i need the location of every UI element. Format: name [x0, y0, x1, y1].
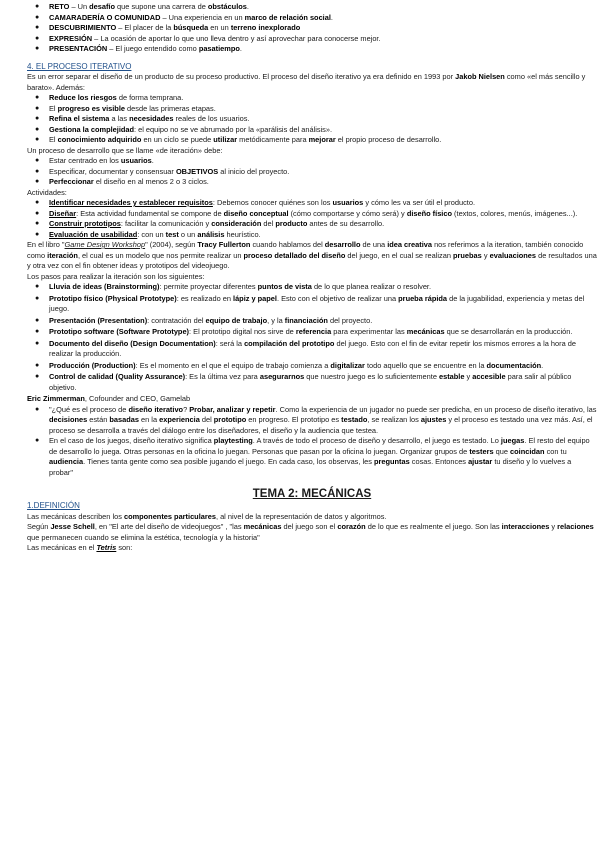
text-run: el diseño en al menos 2 o 3 ciclos. — [93, 177, 209, 186]
bold-term: coincidan — [510, 446, 545, 456]
text-run: Estar centrado en los — [49, 156, 121, 165]
text-run: como «el más sencillo y barato». Además: — [27, 72, 586, 92]
quote-author — [27, 394, 597, 405]
text-run: del juego son el — [281, 522, 338, 531]
bold-term: interacciones — [501, 522, 550, 531]
list-item — [49, 294, 597, 315]
paragraph: Actividades: — [27, 187, 67, 197]
list-item — [49, 230, 597, 241]
section-heading: 1.DEFINICIÓN — [27, 501, 80, 510]
paragraph: Un proceso de desarrollo que se llame «de iteración» debe: — [27, 145, 223, 155]
bold-term: lápiz y papel — [233, 293, 277, 303]
bold-term: Producción (Production) — [49, 360, 136, 370]
bold-term: proceso detallado del diseño — [243, 250, 346, 260]
bold-term: mecánicas — [243, 522, 282, 531]
text-run: desde las primeras etapas. — [125, 103, 216, 113]
bold-term: diseño físico — [406, 208, 452, 218]
text-run: Especificar, documentar y consensuar — [49, 166, 176, 176]
bold-term: diseño iterativo — [128, 404, 184, 414]
text-run: en la — [138, 415, 160, 424]
bold-term: PRESENTACIÓN — [49, 44, 108, 53]
bold-term: mecánicas — [406, 327, 445, 336]
text-run: . — [239, 44, 242, 53]
text-run: , Cofounder and CEO, Gamelab — [84, 394, 191, 403]
text-run: para experimentar las — [331, 327, 407, 336]
list-item — [49, 316, 597, 327]
text-run: ? — [183, 404, 190, 414]
text-run: : con un — [137, 229, 166, 239]
text-run: del — [199, 415, 214, 424]
bold-term: CAMARADERÍA O COMUNIDAD — [49, 12, 161, 22]
text-run: el propio proceso de desarrollo. — [335, 135, 442, 144]
text-run: En el libro " — [27, 240, 65, 249]
bold-term: asegurarnos — [259, 372, 305, 381]
text-run: : es realizado en — [176, 293, 234, 303]
text-run: . Como la experiencia de un jugador no puede ser predicha, en un proceso de diseño iterativo, las — [275, 404, 597, 414]
text-run: El — [49, 103, 58, 113]
activities-list — [27, 198, 597, 240]
bold-term: estable — [438, 372, 465, 381]
text-run: . — [541, 360, 544, 370]
bold-term: evaluaciones — [489, 250, 537, 260]
text-run: y cómo les va ser útil el producto. — [363, 198, 476, 207]
bold-term: prueba rápida — [398, 293, 448, 303]
text-run: , en "El arte del diseño de videojuegos" , "las — [94, 522, 244, 531]
bold-term: Probar, analizar y repetir — [189, 404, 276, 414]
bold-term: referencia — [295, 327, 332, 336]
text-run: : será la — [215, 338, 245, 348]
text-run: – La ocasión de aportar lo que uno lleva dentro y así aprovechar para conocerse mejor. — [92, 33, 381, 43]
book-title: Game Design Workshop — [64, 240, 146, 249]
text-run: del juego, en el cual se realizan — [345, 250, 454, 260]
text-run: con tu — [544, 446, 567, 456]
text-run: (textos, colores, menús, imágenes...). — [452, 208, 578, 218]
text-run: en un ciclo se puede — [141, 135, 214, 144]
bold-term: DESCUBRIMIENTO — [49, 23, 117, 32]
list-item — [49, 135, 597, 146]
text-run: : El prototipo digital nos sirve de — [189, 327, 296, 336]
text-run: : facilitar la comunicación y — [120, 219, 212, 228]
list-item — [49, 219, 597, 230]
bold-term: Control de calidad (Quality Assurance) — [49, 372, 186, 381]
text-run: o un — [178, 229, 198, 239]
list-item — [49, 405, 597, 437]
bold-term: Prototipo software (Software Prototype) — [49, 327, 190, 336]
text-run: de lo que planea realizar o resolver. — [311, 282, 432, 291]
bold-term: diseño conceptual — [223, 208, 289, 218]
bold-term: Diseñar — [49, 208, 77, 218]
text-run: : el equipo no se ve abrumado por la «parálisis del análisis». — [134, 124, 333, 134]
text-run: cuando hablamos del — [250, 240, 325, 249]
text-run: nos referimos a la iteration, también conocido como — [27, 240, 584, 260]
text-run: y — [464, 372, 473, 381]
bold-term: utilizar — [213, 135, 238, 144]
bold-term: Jesse Schell — [50, 522, 95, 531]
bold-term: ajustes — [420, 415, 447, 424]
text-run: . — [246, 2, 249, 11]
text-run: están — [87, 415, 110, 424]
bold-term: Lluvia de ideas (Brainstorming) — [49, 282, 160, 291]
bold-term: audiencia — [49, 457, 84, 466]
bold-term: Refina el sistema — [49, 114, 110, 123]
text-run: – Un — [69, 2, 90, 11]
list-item — [49, 339, 597, 360]
bold-term: compilación del prototipo — [244, 338, 335, 348]
bold-term: conocimiento adquirido — [57, 135, 142, 144]
bold-term: desarrollo — [324, 240, 361, 249]
text-run: cosas. Entonces — [409, 457, 469, 466]
bold-term: playtesting — [213, 436, 253, 445]
text-run: . Tienes tanta gente como sea posible jugando el juego. En cada caso, los observas, les — [83, 457, 374, 466]
list-item — [49, 2, 597, 13]
text-run: "¿Qué es el proceso de — [49, 404, 129, 414]
bold-term: mejorar — [308, 135, 336, 144]
bold-term: consideración — [211, 219, 262, 228]
text-run: (cómo comportarse y cómo será) y — [288, 208, 407, 218]
text-run: de forma temprana. — [116, 93, 184, 102]
text-run: todo aquello que se encuentre en la — [364, 360, 487, 370]
iteration-steps-list — [27, 282, 597, 393]
list-item — [49, 209, 597, 220]
bold-term: pasatiempo — [198, 44, 240, 53]
text-run: Las mecánicas en el — [27, 543, 97, 552]
bold-term: basadas — [109, 415, 139, 424]
text-run: de lo que es realmente el juego. Son las — [365, 522, 502, 531]
text-run: Las mecánicas describen los — [27, 511, 124, 521]
text-run: , el cual es un modelo que nos permite realizar un — [77, 250, 244, 260]
bold-term: Prototipo físico (Physical Prototype) — [49, 293, 177, 303]
list-item — [49, 93, 597, 104]
bold-term: Eric Zimmerman — [27, 394, 85, 403]
text-run: . A través de todo el proceso de diseño y desarrollo, el juego es testado. Lo — [252, 436, 501, 445]
bold-term: decisiones — [49, 415, 88, 424]
text-run: : Es la última vez para — [185, 372, 260, 381]
text-run: – El placer de la — [116, 23, 174, 32]
text-run: y — [481, 250, 490, 260]
list-item — [49, 13, 597, 24]
list-item — [49, 114, 597, 125]
text-run: En el caso de los juegos, diseño iterativo significa — [49, 436, 214, 445]
bold-term: Tracy Fullerton — [197, 240, 251, 249]
text-run: al inicio del proyecto. — [218, 166, 290, 176]
text-run: : contratación del — [147, 315, 206, 325]
tetris-term: Tetris — [96, 543, 117, 552]
bold-term: obstáculos — [207, 2, 247, 11]
list-item — [49, 177, 597, 188]
list-item — [49, 327, 597, 338]
requirements-list — [27, 156, 597, 188]
text-run: en progreso. El prototipo es — [246, 415, 342, 424]
bold-term: testado — [341, 415, 368, 424]
bold-term: terreno inexplorado — [230, 23, 301, 32]
bold-term: búsqueda — [173, 23, 209, 32]
bold-term: puntos de vista — [257, 282, 312, 291]
list-item — [49, 282, 597, 293]
text-run: son: — [116, 543, 133, 552]
list-item — [49, 167, 597, 178]
text-run: " (2004), según — [145, 240, 198, 249]
bold-term: marco de relación social — [244, 12, 331, 22]
bold-term: Evaluación de usabilidad — [49, 229, 138, 239]
bold-term: producto — [275, 219, 308, 228]
bold-term: Reduce los riesgos — [49, 93, 117, 102]
text-run: para salir al público objetivo. — [49, 372, 572, 392]
text-run: – Una experiencia en un — [160, 12, 245, 22]
text-run: del juego. Esto con el fin de evitar repetir los mismos errores a la hora de realizar la producción. — [49, 338, 576, 358]
text-run: de resultados una y otra vez con el fin obtener ideas y prototipos del videojuego. — [27, 250, 597, 270]
bold-term: corazón — [337, 522, 366, 531]
bold-term: análisis — [197, 229, 225, 239]
text-run: de la jugabilidad, experiencia y metas del juego. — [49, 293, 585, 313]
bold-term: test — [165, 229, 179, 239]
text-run: : Esta actividad fundamental se compone de — [76, 208, 224, 218]
text-run: El — [49, 135, 58, 144]
paragraph — [27, 240, 597, 272]
bold-term: juegas — [500, 436, 525, 445]
bold-term: equipo de trabajo — [205, 315, 268, 325]
bold-term: documentación — [486, 360, 542, 370]
text-run: que se desarrollarán en la producción. — [444, 327, 573, 336]
bold-term: accesible — [472, 372, 506, 381]
bold-term: progreso es visible — [57, 103, 125, 113]
quote-list — [27, 405, 597, 479]
bold-term: Perfeccionar — [49, 177, 94, 186]
text-run: , se realizan los — [367, 415, 421, 424]
paragraph — [27, 543, 597, 554]
list-item — [49, 125, 597, 136]
bold-term: OBJETIVOS — [175, 166, 219, 176]
text-run: . — [151, 156, 154, 165]
list-item — [49, 104, 597, 115]
text-run: del proyecto. — [327, 315, 373, 325]
bold-term: preguntas — [373, 457, 410, 466]
text-run: . Esto con el objetivo de realizar una — [276, 293, 399, 303]
list-item — [49, 44, 597, 55]
section-heading: 4. EL PROCESO ITERATIVO — [27, 61, 132, 71]
text-run: en un — [208, 23, 231, 32]
benefits-list — [27, 93, 597, 146]
text-run: Según — [27, 522, 51, 531]
chapter-title: TEMA 2: MECÁNICAS — [252, 488, 372, 500]
paragraph — [27, 72, 597, 93]
bold-term: relaciones — [557, 522, 594, 531]
text-run: del — [261, 219, 276, 228]
bold-term: digitalizar — [330, 360, 365, 370]
bold-term: idea creativa — [387, 240, 433, 249]
text-run: y — [549, 522, 558, 531]
paragraph — [27, 512, 597, 523]
list-item — [49, 372, 597, 393]
text-run: a las — [109, 114, 130, 123]
text-run: , al nivel de la representación de datos y algoritmos. — [215, 511, 387, 521]
text-run: que permanecen cuando se elimina la estética, tecnología y la historia" — [27, 532, 260, 542]
text-run: , y la — [267, 315, 285, 325]
text-run: : permite proyectar diferentes — [159, 282, 258, 291]
text-run: – El juego entendido como — [107, 44, 199, 53]
text-run: que supone una carrera de — [115, 2, 208, 11]
bold-term: Jakob Nielsen — [455, 72, 505, 81]
experience-types-list — [27, 2, 597, 55]
bold-term: desafío — [89, 2, 115, 11]
text-run: y el proceso es testado una vez más. Así, el proceso se desarrolla a través del diálogo entre los diseñadores, el diseño y la audiencia que testea. — [49, 415, 593, 435]
text-run: . El resto del equipo de desarrollo lo juega. Otras personas en la oficina lo juegan. Personas que pasan por la oficina lo juegan. Organizar grupos de — [49, 436, 590, 456]
text-run: que — [493, 446, 511, 456]
bold-term: iteración — [47, 250, 78, 260]
list-item — [49, 198, 597, 209]
text-run: . — [330, 12, 333, 22]
bold-term: Documento del diseño (Design Documentation) — [49, 338, 216, 348]
paragraph — [27, 522, 597, 543]
list-item — [49, 23, 597, 34]
list-item — [49, 436, 597, 478]
bold-term: usuarios — [120, 156, 152, 165]
bold-term: prototipo — [213, 415, 247, 424]
bold-term: necesidades — [129, 114, 174, 123]
text-run: tu diseño y lo vuelves a probar" — [49, 457, 572, 477]
list-item — [49, 156, 597, 167]
list-item — [49, 34, 597, 45]
bold-term: ajustar — [468, 457, 493, 466]
bold-term: RETO — [49, 2, 70, 11]
bold-term: experiencia — [159, 415, 200, 424]
bold-term: Identificar necesidades y establecer requisitos — [49, 198, 213, 207]
bold-term: usuarios — [332, 198, 364, 207]
text-run: : Debemos conocer quiénes son los — [212, 198, 333, 207]
bold-term: EXPRESIÓN — [49, 33, 93, 43]
bold-term: Construir prototipos — [49, 219, 121, 228]
bold-term: financiación — [284, 315, 328, 325]
list-item — [49, 361, 597, 372]
text-run: metódicamente para — [237, 135, 309, 144]
bold-term: Gestiona la complejidad — [49, 124, 135, 134]
bold-term: Presentación (Presentation) — [49, 315, 148, 325]
text-run: heurístico. — [224, 229, 261, 239]
text-run: : Es el momento en el que el equipo de trabajo comienza a — [135, 360, 331, 370]
paragraph: Los pasos para realizar la iteración son los siguientes: — [27, 271, 205, 281]
bold-term: pruebas — [453, 250, 482, 260]
text-run: Es un error separar el diseño de un producto de su proceso productivo. El proceso del diseño iterativo ya era definido en 1993 por — [27, 72, 456, 81]
text-run: antes de su desarrollo. — [307, 219, 385, 228]
bold-term: componentes particulares — [123, 511, 216, 521]
text-run: reales de los usuarios. — [173, 114, 250, 123]
text-run: de una — [360, 240, 388, 249]
bold-term: testers — [469, 446, 494, 456]
text-run: que nuestro juego es lo suficientemente — [304, 372, 439, 381]
